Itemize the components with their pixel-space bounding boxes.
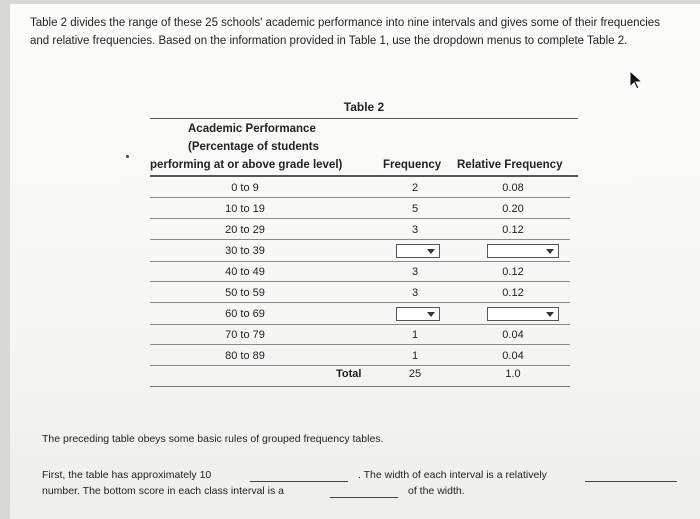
row-divider [150,261,570,262]
frequency-dropdown-30-39[interactable] [396,244,440,258]
total-label: Total [336,368,362,380]
chevron-down-icon [427,249,435,254]
row-frequency: 1 [411,329,419,341]
fill-blank-multiple[interactable] [330,497,398,498]
sentence-first-part: First, the table has approximately 10 [42,469,212,481]
row-frequency: 3 [411,266,419,278]
row-interval: 30 to 39 [225,245,265,257]
sentence-bottom-score: number. The bottom score in each class interval is a [42,485,285,497]
row-interval: 70 to 79 [225,329,265,341]
row-divider [150,324,570,325]
row-divider [150,239,570,240]
row-divider [150,365,570,366]
row-divider [150,281,570,282]
mouse-pointer-icon [628,70,644,90]
bullet-marker [126,155,129,158]
row-frequency: 5 [411,203,419,215]
row-divider [150,302,570,303]
row-interval: 0 to 9 [231,182,259,194]
row-relative-frequency: 0.12 [502,287,524,299]
row-frequency: 3 [411,287,419,299]
total-frequency: 25 [408,368,422,380]
row-divider [150,197,570,198]
row-interval: 40 to 49 [225,266,265,278]
row-relative-frequency: 0.08 [502,182,524,194]
row-interval: 20 to 29 [225,224,265,236]
table-title: Table 2 [343,100,385,114]
row-relative-frequency: 0.12 [502,266,524,278]
relative-frequency-dropdown-30-39[interactable] [487,244,559,258]
fill-blank-count[interactable] [250,481,348,482]
row-divider [150,344,570,345]
table-bottom-rule [150,386,570,387]
row-relative-frequency: 0.20 [502,203,524,215]
table-top-rule [150,118,578,119]
sentence-of-width: of the width. [408,485,465,497]
header-bottom-rule [150,175,578,177]
header-interval-line1: Academic Performance [188,123,316,135]
row-relative-frequency: 0.12 [502,224,524,236]
chevron-down-icon [427,312,435,317]
sentence-width-part: . The width of each interval is a relatively [358,469,547,481]
row-frequency: 3 [411,224,419,236]
row-interval: 10 to 19 [225,203,265,215]
row-divider [150,218,570,219]
frequency-dropdown-60-69[interactable] [396,307,440,321]
chevron-down-icon [546,312,554,317]
row-relative-frequency: 0.04 [502,350,524,362]
row-interval: 60 to 69 [225,308,265,320]
header-interval-line2: (Percentage of students [188,141,319,153]
relative-frequency-dropdown-60-69[interactable] [487,307,559,321]
row-interval: 80 to 89 [225,350,265,362]
header-interval-line3: performing at or above grade level) [150,159,343,171]
header-relative-frequency: Relative Frequency [457,159,563,171]
grouped-table-note: The preceding table obeys some basic rules of grouped frequency tables. [42,433,384,445]
chevron-down-icon [546,249,554,254]
row-frequency: 2 [411,182,419,194]
row-relative-frequency: 0.04 [502,329,524,341]
instructions-text: Table 2 divides the range of these 25 schools' academic performance into nine intervals and gives some of their frequencies and relative frequencies. Based on the information provided in Table 1, use the dropdown menus to complete Table 2. [30,17,660,47]
total-relative-frequency: 1.0 [505,368,521,380]
fill-blank-width[interactable] [585,481,677,482]
row-frequency: 1 [411,350,419,362]
row-interval: 50 to 59 [225,287,265,299]
header-frequency: Frequency [383,159,442,171]
